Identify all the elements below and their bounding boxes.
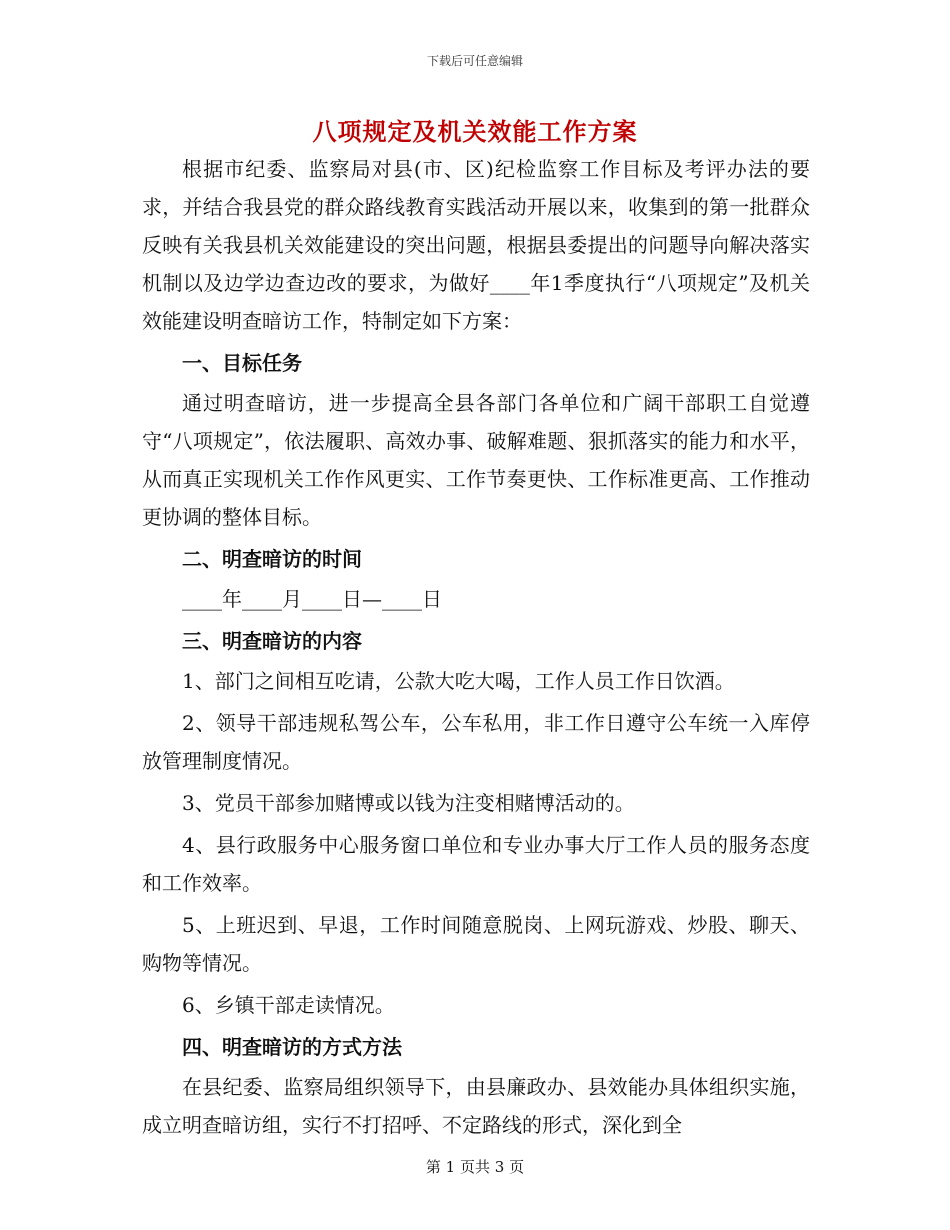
document-title: 八项规定及机关效能工作方案: [312, 117, 638, 146]
goal-paragraph: 通过明查暗访，进一步提高全县各部门各单位和广阔干部职工自觉遵守“八项规定”，依法履职、高效办事、破解难题、狠抓落实的能力和水平，从而真正实现机关工作作风更实、工作节奏更快、工作标准更高、工作推动更协调的整体目标。: [142, 391, 810, 529]
intro-paragraph: 根据市纪委、监察局对县(市、区)纪检监察工作目标及考评办法的要求，并结合我县党的群众路线教育实践活动开展以来，收集到的第一批群众反映有关我县机关效能建设的突出问题，根据县委提出的问题导向解决落实机制以及边学边查边改的要求，为做好____年1季度执行“八项规定”及机关效能建设明查暗访工作，特制定如下方案：: [142, 157, 810, 333]
section-heading-time: 二、明查暗访的时间: [182, 547, 362, 571]
section-heading-method: 四、明查暗访的方式方法: [182, 1035, 402, 1059]
method-paragraph: 在县纪委、监察局组织领导下，由县廉政办、县效能办具体组织实施，成立明查暗访组，实行不打招呼、不定路线的形式，深化到全: [142, 1075, 810, 1137]
time-paragraph: ____年____月____日—____日: [182, 587, 442, 611]
section-heading-goal: 一、目标任务: [182, 351, 302, 375]
header-note: 下载后可任意编辑: [426, 54, 523, 68]
list-item: 4、县行政服务中心服务窗口单位和专业办事大厅工作人员的服务态度和工作效率。: [142, 833, 810, 895]
document-body: [142, 150, 810, 1144]
list-item: 6、乡镇干部走读情况。: [182, 993, 395, 1017]
list-item: 1、部门之间相互吃请，公款大吃大喝，工作人员工作日饮酒。: [182, 669, 735, 693]
list-item: 5、上班迟到、早退，工作时间随意脱岗、上网玩游戏、炒股、聊天、购物等情况。: [142, 913, 810, 975]
section-heading-content: 三、明查暗访的内容: [182, 629, 362, 653]
page-footer: 第 1 页共 3 页: [425, 1158, 525, 1176]
list-item: 3、党员干部参加赌博或以钱为注变相赌博活动的。: [182, 791, 635, 815]
list-item: 2、领导干部违规私驾公车，公车私用，非工作日遵守公车统一入库停放管理制度情况。: [142, 711, 810, 773]
